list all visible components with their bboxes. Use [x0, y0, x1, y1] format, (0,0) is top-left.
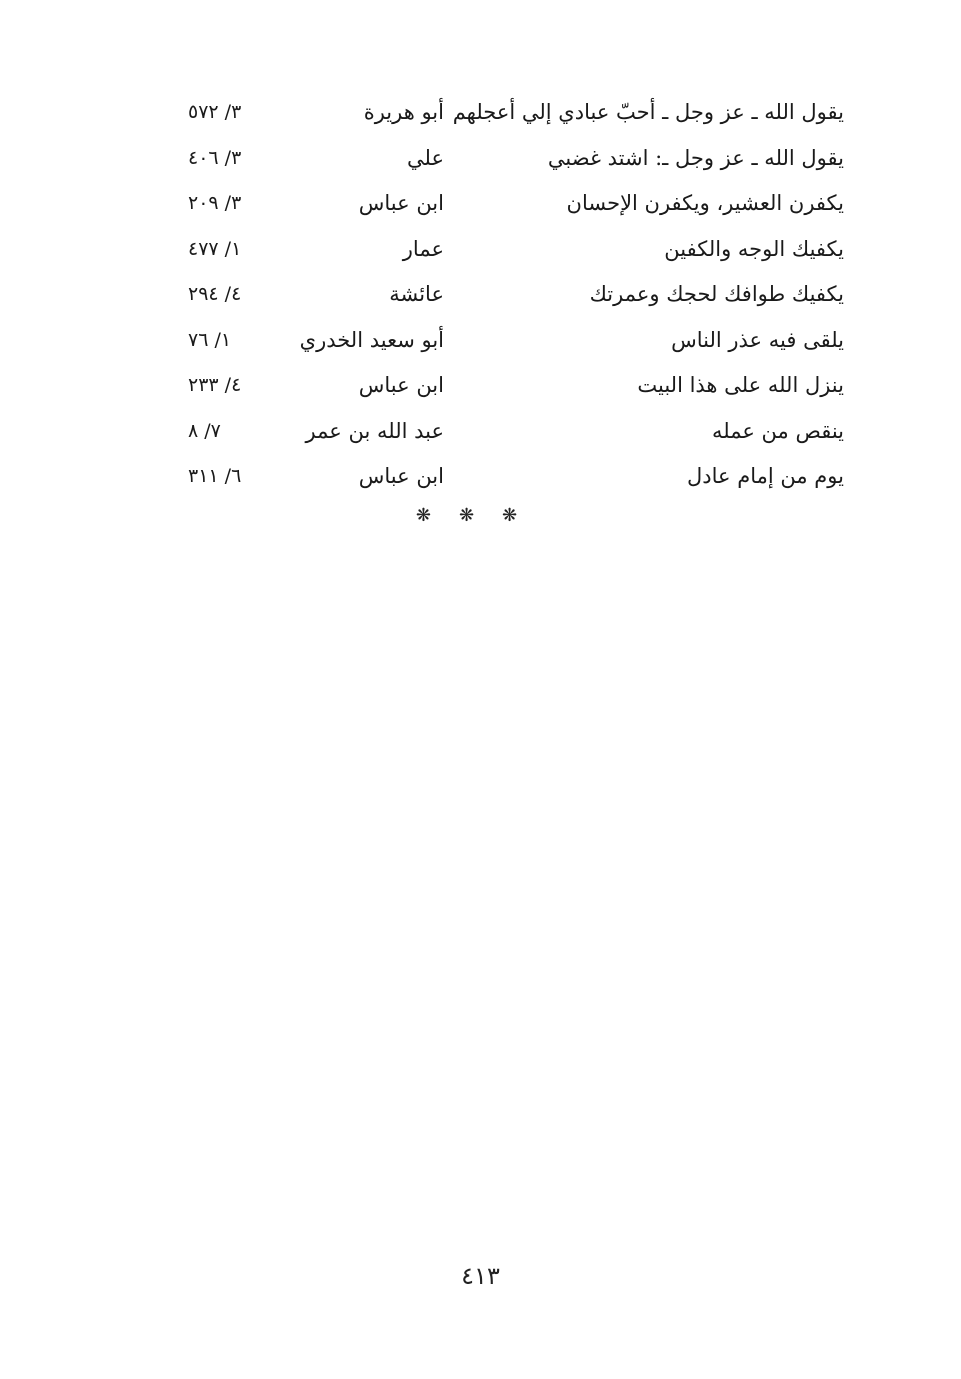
narrator-name: عمار: [402, 236, 444, 261]
volume-page-reference: ٤/ ٢٣٣: [188, 374, 242, 396]
page-number: ٤١٣: [461, 1262, 500, 1290]
volume-page-reference: ١/ ٤٧٧: [188, 237, 242, 260]
narrator-name: علي: [407, 145, 444, 170]
hadith-text: يقول الله ـ عز وجل ـ: اشتد غضبي: [547, 145, 844, 170]
hadith-text: يكفرن العشير، ويكفرن الإحسان: [566, 191, 844, 215]
hadith-text: يقول الله ـ عز وجل ـ أحبّ عبادي إلي أعجلهم: [452, 100, 844, 124]
volume-page-reference: ٣/ ٥٧٢: [188, 101, 242, 123]
volume-page-reference: ٣/ ٢٠٩: [188, 192, 242, 214]
volume-page-reference: ٤/ ٢٩٤: [188, 283, 242, 305]
hadith-text: يوم من إمام عادل: [687, 464, 844, 488]
hadith-index-table: [180, 92, 850, 502]
hadith-text: ينقص من عمله: [712, 418, 844, 443]
index-row: [180, 138, 850, 184]
volume-page-reference: ٣/ ٤٠٦: [188, 146, 242, 169]
volume-page-reference: ١/ ٧٦: [188, 328, 232, 351]
volume-page-reference: ٦/ ٣١١: [188, 465, 242, 487]
narrator-name: ابن عباس: [358, 191, 444, 215]
hadith-text: يكفيك طوافك لحجك وعمرتك: [589, 282, 844, 306]
narrator-name: عائشة: [389, 282, 444, 306]
index-row: [180, 92, 850, 138]
index-row: [180, 411, 850, 457]
index-row: [180, 229, 850, 275]
index-row: [180, 274, 850, 320]
narrator-name: أبو هريرة: [363, 100, 444, 124]
narrator-name: ابن عباس: [358, 464, 444, 488]
narrator-name: عبد الله بن عمر: [305, 418, 444, 443]
index-row: [180, 365, 850, 411]
index-row: [180, 320, 850, 366]
hadith-text: ينزل الله على هذا البيت: [637, 373, 844, 397]
narrator-name: أبو سعيد الخدري: [299, 327, 444, 352]
narrator-name: ابن عباس: [358, 373, 444, 397]
hadith-text: يلقى فيه عذر الناس: [671, 327, 844, 352]
index-row: [180, 456, 850, 502]
hadith-text: يكفيك الوجه والكفين: [664, 236, 844, 261]
section-separator-asterisks: ❋❋❋: [415, 505, 546, 526]
index-row: [180, 183, 850, 229]
volume-page-reference: ٧/ ٨: [188, 419, 221, 442]
